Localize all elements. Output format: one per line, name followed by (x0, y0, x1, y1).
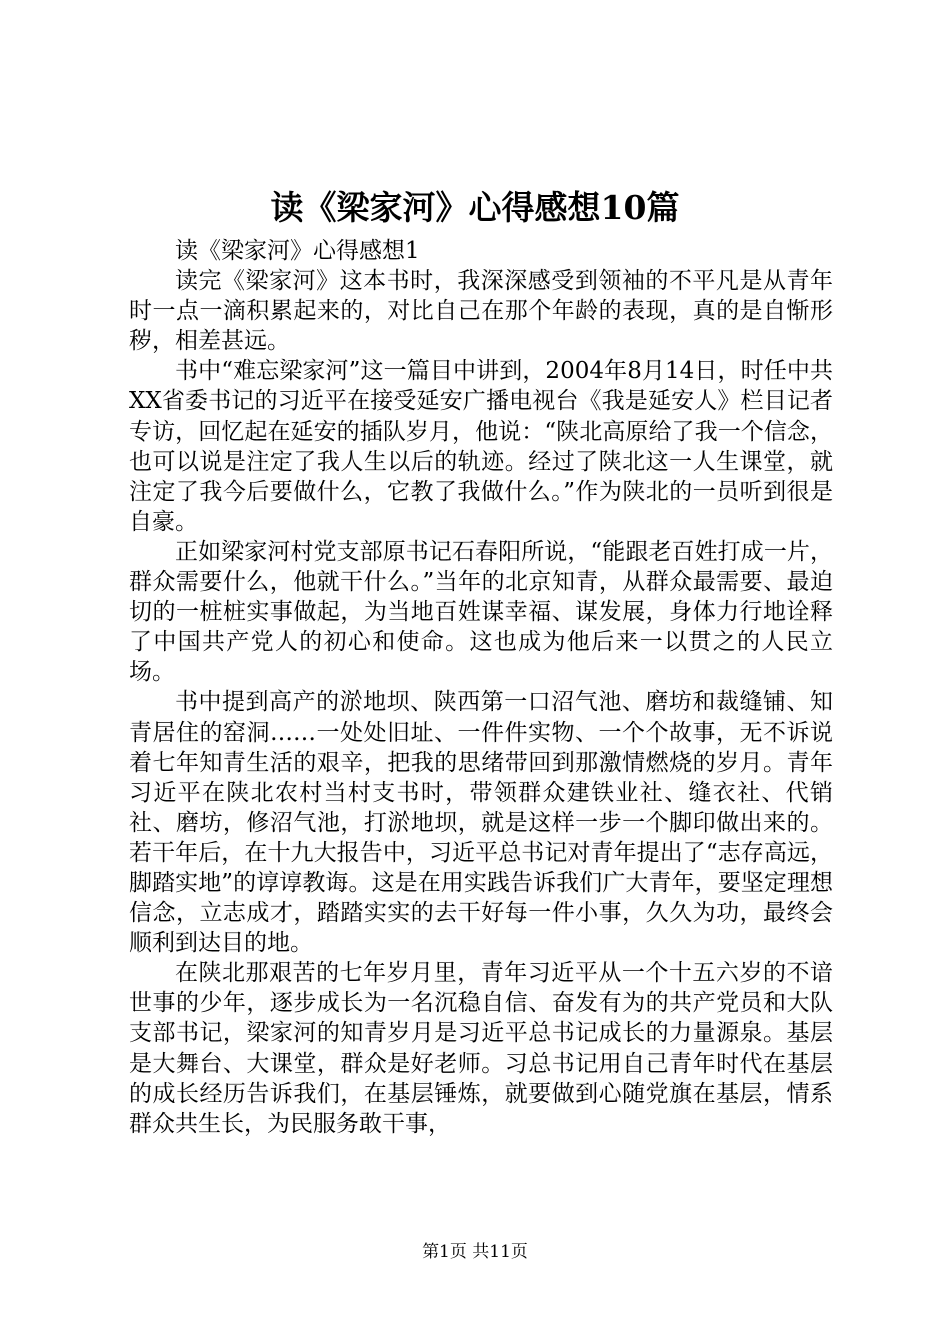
page-footer: 第1页 共11页 (422, 1242, 528, 1262)
body-paragraph: 书中提到高产的淤地坝、陕西第一口沼气池、磨坊和裁缝铺、知青居住的窑洞……一处处旧址、一件件实物、一个个故事，无不诉说着七年知青生活的艰辛，把我的思绪带回到那激情燃烧的岁月。青年习近平在陕北农村当村支书时，带领群众建铁业社、缝衣社、代销社、磨坊，修沼气池，打淤地坝，就是这样一步一个脚印做出来的。若干年后，在十九大报告中，习近平总书记对青年提出了“志存高远，脚踏实地”的谆谆教诲。这是在用实践告诉我们广大青年，要坚定理想信念，立志成才，踏踏实实的去干好每一件小事，久久为功，最终会顺利到达目的地。 (129, 689, 833, 957)
document-title: 读《梁家河》心得感想10篇 (270, 188, 680, 227)
body-paragraph: 读完《梁家河》这本书时，我深深感受到领袖的不平凡是从青年时一点一滴积累起来的，对比自己在那个年龄的表现，真的是自惭形秽，相差甚远。 (129, 268, 833, 355)
body-paragraph: 正如梁家河村党支部原书记石春阳所说，“能跟老百姓打成一片，群众需要什么，他就干什么。”当年的北京知青，从群众最需要、最迫切的一桩桩实事做起，为当地百姓谋幸福、谋发展，身体力行地诠释了中国共产党人的初心和使命。这也成为他后来一以贯之的人民立场。 (129, 538, 833, 686)
body-paragraph: 书中“难忘梁家河”这一篇目中讲到，2004年8月14日，时任中共XX省委书记的习近平在接受延安广播电视台《我是延安人》栏目记者专访，回忆起在延安的插队岁月，他说：“陕北高原给了我一个信念，也可以说是注定了我人生以后的轨迹。经过了陕北这一人生课堂，就注定了我今后要做什么，它教了我做什么。”作为陕北的一员听到很是自豪。 (129, 358, 833, 535)
document-body (129, 236, 833, 1139)
section-heading: 读《梁家河》心得感想1 (175, 238, 420, 264)
body-paragraph: 在陕北那艰苦的七年岁月里，青年习近平从一个十五六岁的不谙世事的少年，逐步成长为一名沉稳自信、奋发有为的共产党员和大队支部书记，梁家河的知青岁月是习近平总书记成长的力量源泉。基层是大舞台、大课堂，群众是好老师。习总书记用自己青年时代在基层的成长经历告诉我们，在基层锤炼，就要做到心随党旗在基层，情系群众共生长，为民服务敢干事， (129, 960, 833, 1137)
